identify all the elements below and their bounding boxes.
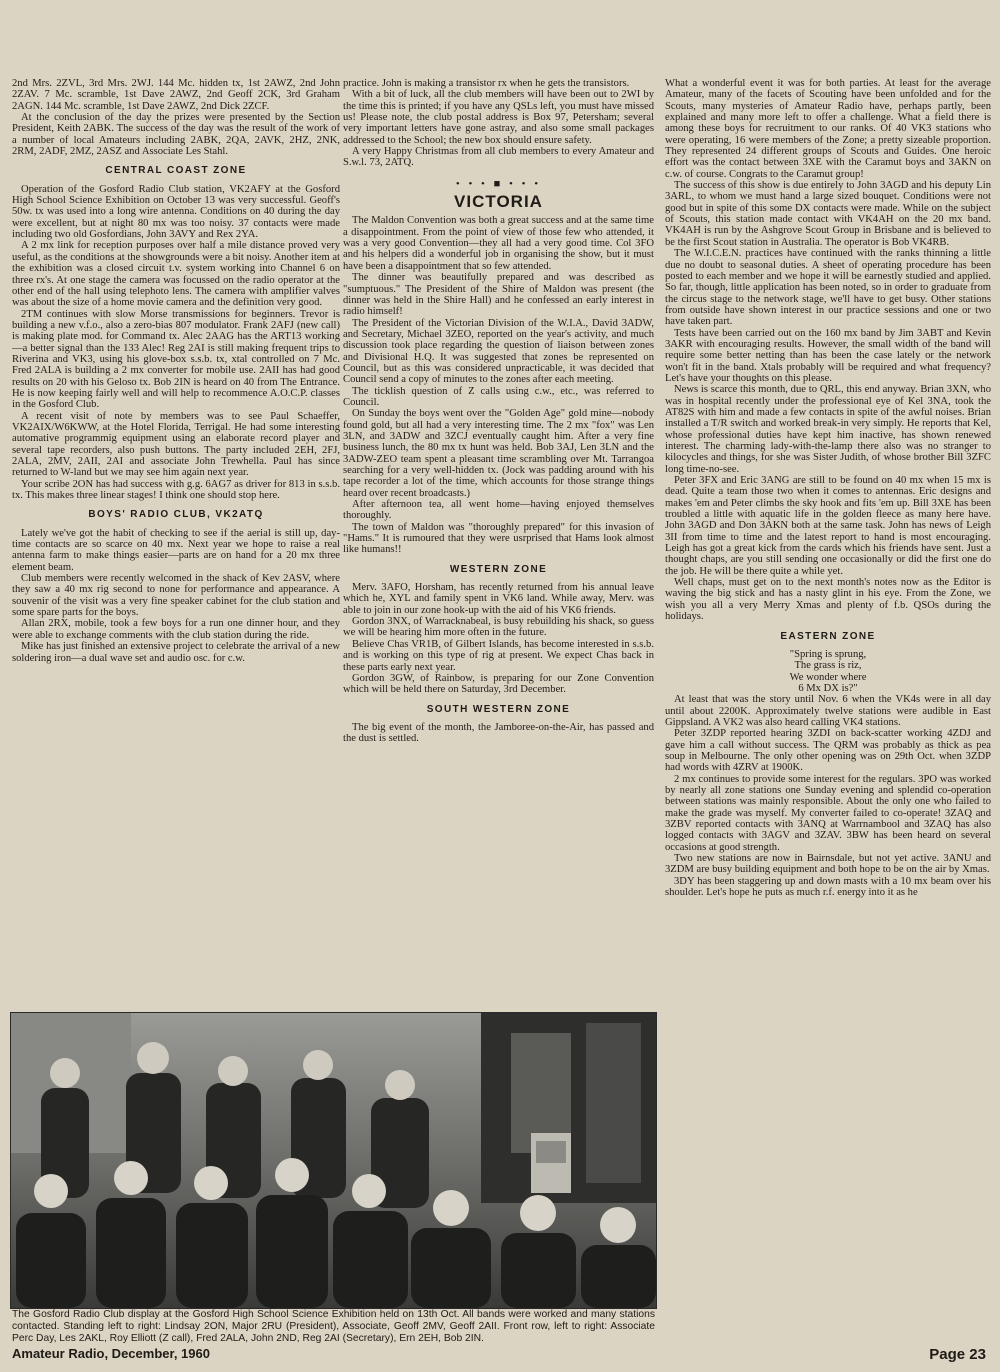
paragraph: practice. John is making a transistor rx when he gets the transistors. — [343, 78, 630, 89]
paragraph: Peter 3FX and Eric 3ANG are still to be found on 40 mx when 15 mx is dead. Quite a team those two when it comes to antennas. Eric designs and makes 'em and Peter climbs the sky hook and fits 'em up. Bill 3XE has been troubled a little with aquatic life in the golden fleece as many here have. John 3AGD and Don 3AKN both at the same task. John has news of Leigh 3II from time to time and the latest report to hand is most encouraging. Leigh has got a great kick from the cards which his friends have sent. Just a thought chaps, are you still sending one occasionally or did the first one do the job. He will be there quite a while yet. — [665, 475, 991, 577]
column-left — [12, 78, 340, 1006]
photo-caption — [12, 1309, 655, 1345]
paragraph: Tests have been carried out on the 160 mx band by Jim 3ABT and Kevin 3AKR with encouraging results. However, the small width of the band will require some better netting than has been the case lately or the network won't fit in the band. Xtals probably will be required and what frequency? Let's have your thoughts on this please. — [665, 327, 991, 384]
column-right — [665, 78, 991, 1353]
caption-text: The Gosford Radio Club display at the Gosford High School Science Exhibition held on 13th Oct. All bands were worked and many stations contacted. Standing left to right: Lindsay 2ON, Major 2RU (President), Associate, Geoff 2MV, Geoff 2AII. Front row, left to right: Associate Perc Day, Les 2AKL, Roy Elliott (Z call), Fred 2ALA, John 2ND, Reg 2AI (Secretary), Ern 2EH, Bob 2IN. — [12, 1309, 655, 1344]
paragraph: Lately we've got the habit of checking to see if the aerial is still up, day-time contacts are so scarce on 40 mx. Next year we hope to raise a real antenna farm to make things easier—parts are on hand for a 20 mx three element beam. — [12, 527, 340, 573]
paragraph: Your scribe 2ON has had success with g.g. 6AG7 as driver for 813 in s.s.b. tx. This makes three linear stages! I think one should stop here. — [12, 478, 340, 502]
paragraph: With a bit of luck, all the club members will have been out to 2WI by the time this is printed; if you have any QSLs left, you must have missed us! Please note, the club postal address is Box 97, Petersham; several very important letters have gone astray, and also some small packages addressed to the School; the new box should ensure safety. — [343, 89, 654, 146]
group-photo — [10, 1012, 657, 1309]
section-heading-eastern-zone: EASTERN ZONE — [780, 630, 876, 642]
paragraph: Believe Chas VR1B, of Gilbert Islands, has become interested in s.s.b. and is working on this type of rig at present. We expect Chas back in these parts early next year. — [343, 638, 654, 673]
paragraph: Club members were recently welcomed in the shack of Kev 2ASV, where they saw a 40 mx rig second to none for performance and appearance. A souvenir of the visit was a very fine speaker cabinet for the club station and some spare parts for the boys. — [12, 573, 340, 619]
section-heading-south-western-zone: SOUTH WESTERN ZONE — [426, 703, 571, 715]
paragraph: The President of the Victorian Division of the W.I.A., David 3ADW, and Secretary, Michael 3ZEO, reported on the year's activity, and much discussion took place regarding the question of liaison between zones and Divisional H.Q. It was suggested that zones be represented on Council, but as this was considered unpracticable, it was decided that Council send a copy of minutes to the zones after each meeting. — [343, 317, 654, 386]
paragraph: The Maldon Convention was both a great success and at the same time a disappointment. From the point of view of those few who attended, it was a very good Convention—they all had a very good time. Col 3FO and his helpers did a wonderful job in organising the show, but it must have been a disappointment that so few attended. — [343, 215, 654, 272]
paragraph: At least that was the story until Nov. 6 when the VK4s were in all day until about 2200K. Approximately twelve stations were audible in East Gippsland. A VK2 was also heard calling VK4 stations. — [665, 694, 991, 728]
section-heading-central-coast-zone: CENTRAL COAST ZONE — [105, 165, 247, 177]
paragraph: The dinner was beautifully prepared and was described as "sumptuous." The President of the Shire of Maldon was present (the dinner was held in the Shire Hall) and he confessed an early interest in radio himself! — [343, 272, 654, 318]
group-photo-illustration — [11, 1013, 656, 1308]
poem-line: We wonder where — [789, 671, 867, 683]
paragraph: Peter 3ZDP reported hearing 3ZDI on back-scatter working 4ZDJ and gave him a call without success. The QRM was probably as thick as pea soup in Melbourne. The only other opening was on 29th Oct. when 3ZDP had words with 4ZRV at 1900K. — [665, 728, 991, 774]
publication-date: Amateur Radio, December, 1960 — [12, 1346, 210, 1361]
paragraph: Mike has just finished an extensive project to celebrate the arrival of a new soldering iron—a dual wave set and audio osc. for c.w. — [12, 641, 340, 664]
section-divider: • • • ■ • • • — [455, 177, 542, 190]
paragraph: Well chaps, must get on to the next month's notes now as the Editor is waving the big stick and has a nasty glint in his eye. From the Zone, we wish you all a very Merry Xmas and plenty of f.b. QSOs during the holidays. — [665, 577, 991, 623]
paragraph: The big event of the month, the Jamboree-on-the-Air, has passed and the dust is settled. — [343, 721, 654, 745]
paragraph: Two new stations are now in Bairnsdale, but not yet active. 3ANU and 3ZDM are busy building equipment and both hope to be on the air by Xmas. — [665, 853, 991, 876]
paragraph: News is scarce this month, due to QRL, this end anyway. Brian 3XN, who was in hospital recently under the professional eye of Kel 3NA, took the AT82S with him and made a few contacts in spite of the awful noises. Brian installed a T/R switch and worked break-in very simply. He reports that Kel, whose professional duties have kept him inactive, has shown renewed interest. The charming lady-with-the-lamp there also was no stranger to kilocycles and things, for she was Sister Judith, of whose brother Bill 3ZFC long time-no-see. — [665, 384, 991, 475]
section-heading-western-zone: WESTERN ZONE — [449, 563, 548, 575]
paragraph: The W.I.C.E.N. practices have continued with the ranks thinning a little due no doubt to seasonal duties. A sheet of operating procedure has been posted to each member and we hope it will be earnestly studied and applied. So far, though, little application has been noted, so in order to graduate from the circus stage to the network stage, we'll have to get busy. Other stations from outside have shown interest in our practice sessions and one or two have taken part. — [665, 248, 991, 328]
paragraph: The ticklish question of Z calls using c.w., etc., was referred to Council. — [343, 385, 654, 408]
paragraph: The success of this show is due entirely to John 3AGD and his deputy Lin 3ARL, to whom we must hand a large sized bouquet. Conditions were not good but in spite of this some DX contacts were made. While on the subject of Scouts, this station made contact with VK4AH on the 20 mx band. VK4AH is run by the Ashgrove Scout Group in Brisbane and is believed to be the first Scout station in Australia. The operator is Bob VK4RB. — [665, 180, 991, 248]
paragraph: Operation of the Gosford Radio Club station, VK2AFY at the Gosford High School Science Exhibition on October 13 was very successful. Geoff's 50w. tx was used into a long wire antenna. Conditions on 40 during the day were excellent, but at night 80 mx was too noisy. 37 contacts were made including two old Gosfordians, John 3AVY and Rex 2YA. — [12, 183, 340, 241]
section-heading-victoria: VICTORIA — [454, 192, 543, 212]
paragraph: After afternoon tea, all went home—having enjoyed themselves thoroughly. — [343, 499, 654, 522]
paragraph: A recent visit of note by members was to see Paul Schaeffer, VK2AIX/W6KWW, at the Hotel Florida, Terrigal. He had some interesting automative programmig equipment using an elaborate record player and several tape recorders, also push buttons. The party included 2EH, 2FJ, 2ALA, 2MV, 2AII, 2AI and associate John Trewhella. Paul has since returned to W-land but we may see him again next year. — [12, 410, 340, 479]
column-middle — [343, 78, 654, 1018]
page-number: Page 23 — [929, 1346, 986, 1363]
paragraph: What a wonderful event it was for both parties. At least for the average Amateur, many of the facets of Scouting have been unfolded and for the Scouts, many mysteries of Amateur Radio have, perhaps partly, been explained and many more left to offer a challenge. What a field there is among these boys for recruitment to our ranks. Of 40 VK3 stations who were operating, 16 were members of the Zone; a pretty sizeable proportion. They represented 24 different groups of Scouts and Guides. One heroic effort was the contact between 3XE with the Caramut boys and 3AKN on c.w. of course. Congrats to the Caramut group! — [665, 78, 991, 180]
paragraph: Allan 2RX, mobile, took a few boys for a run one dinner hour, and they were able to exchange comments with the club station during the ride. — [12, 618, 340, 641]
paragraph: On Sunday the boys went over the "Golden Age" gold mine—nobody found gold, but all had a very interesting time. The 2 mx "fox" was Len 3LN, and 3ADW and 3ZCJ eventually caught him. After a very fine business lunch, the 80 mx tx hunt was held. Bob 3AJ, Len 3LN and the 3ADW-ZEO team spent a pleasant time scrambling over Mt. Tarrangoa searching for a very well-hidden tx. (Jock was padding around with his tape recorder a lot of the time, which accounts for those strange things heard over recent broadcasts.) — [343, 408, 654, 499]
page-footer — [12, 1346, 986, 1366]
paragraph: At the conclusion of the day the prizes were presented by the Section President, Keith 2ABK. The success of the day was the result of the work of a number of local Amateurs including 2ABK, 2QA, 2AVK, 2HZ, 2NK, 2RM, 2ADF, 2MZ, 2ASZ and Associate Les Stahl. — [12, 112, 340, 158]
poem-line: 6 Mx DX is?" — [798, 682, 858, 694]
paragraph: 3DY has been staggering up and down masts with a 10 mx beam over his shoulder. Let's hope he puts as much r.f. energy into it as he — [665, 875, 991, 899]
poem-line: The grass is riz, — [794, 660, 862, 672]
paragraph: A 2 mx link for reception purposes over half a mile distance proved very useful, as the conditions at the showgrounds were a bit noisy. Another item at the exhibition was a closed circuit t.v. system working into Channel 6 on three rx's. At one stage the camera was focussed on the radio operator at the other end of the hall using telephoto lens. The camera with amplifier valves was about the size of a home movie camera and the definition very good. — [12, 240, 340, 309]
paragraph: Gordon 3NX, of Warracknabeal, is busy rebuilding his shack, so guess we will be hearing him more often in the future. — [343, 616, 654, 639]
paragraph: 2TM continues with slow Morse transmissions for beginners. Trevor is building a new v.f.o., also a zero-bias 807 modulator. Frank 2AFJ (new call) is making plate mod. for Command tx. Alec 2AAG has the ART13 working—a better signal than the 133 Alec! Reg 2AI is still making frequent trips to Riverina and VK3, using his glove-box s.s.b. tx, xtal controlled on 7 Mc. Fred 2ALA is building a 2 mx converter for mobile use. 2AII has had good results on 20 with his Geloso tx. Bob 2IN is heard on 40 from The Entrance. He is now keeping fairly well and will help to recommence A.O.C.P. classes in the Gosford Club. — [12, 308, 340, 411]
paragraph: The town of Maldon was "thoroughly prepared" for this invasion of "Hams." It is rumoured that they were usrprised that Hams look almost like humans!! — [343, 521, 654, 556]
paragraph: 2nd Mrs. 2ZVL, 3rd Mrs. 2WJ. 144 Mc. hidden tx, 1st 2AWZ, 2nd John 2ZAV. 7 Mc. scramble, 1st Dave 2AWZ, 2nd Geoff 2CK, 3rd Graham 2AGN. 144 Mc. scramble, 1st Dave 2AWZ, 2nd Dick 2ZCF. — [12, 78, 340, 112]
paragraph: 2 mx continues to provide some interest for the regulars. 3PO was worked by nearly all zone stations one Sunday evening and splendid co-operation between stations was mainly responsible. About the only one who failed to make the grade was myself. My converter failed to co-operate! 3ZAQ and 3ZBV reported contacts with 3ANQ at Warrnambool and 3ZAQ has also logged contacts with 3AGV and 3ZAV. 3BW has been heard on several occasions at good strength. — [665, 773, 991, 853]
paragraph: Gordon 3GW, of Rainbow, is preparing for our Zone Convention which will be held there on Saturday, 3rd December. — [343, 672, 654, 696]
paragraph: Merv. 3AFO, Horsham, has recently returned from his annual leave which he, XYL and family spent in VK6 land. While away, Merv. was able to join in our zone hook-up with the aid of his VK6 friends. — [343, 582, 654, 616]
poem-line: "Spring is sprung, — [789, 648, 867, 660]
section-heading-boys-radio-club: BOYS' RADIO CLUB, VK2ATQ — [88, 509, 264, 521]
paragraph: A very Happy Christmas from all club members to every Amateur and S.w.l. 73, 2ATQ. — [343, 146, 654, 169]
